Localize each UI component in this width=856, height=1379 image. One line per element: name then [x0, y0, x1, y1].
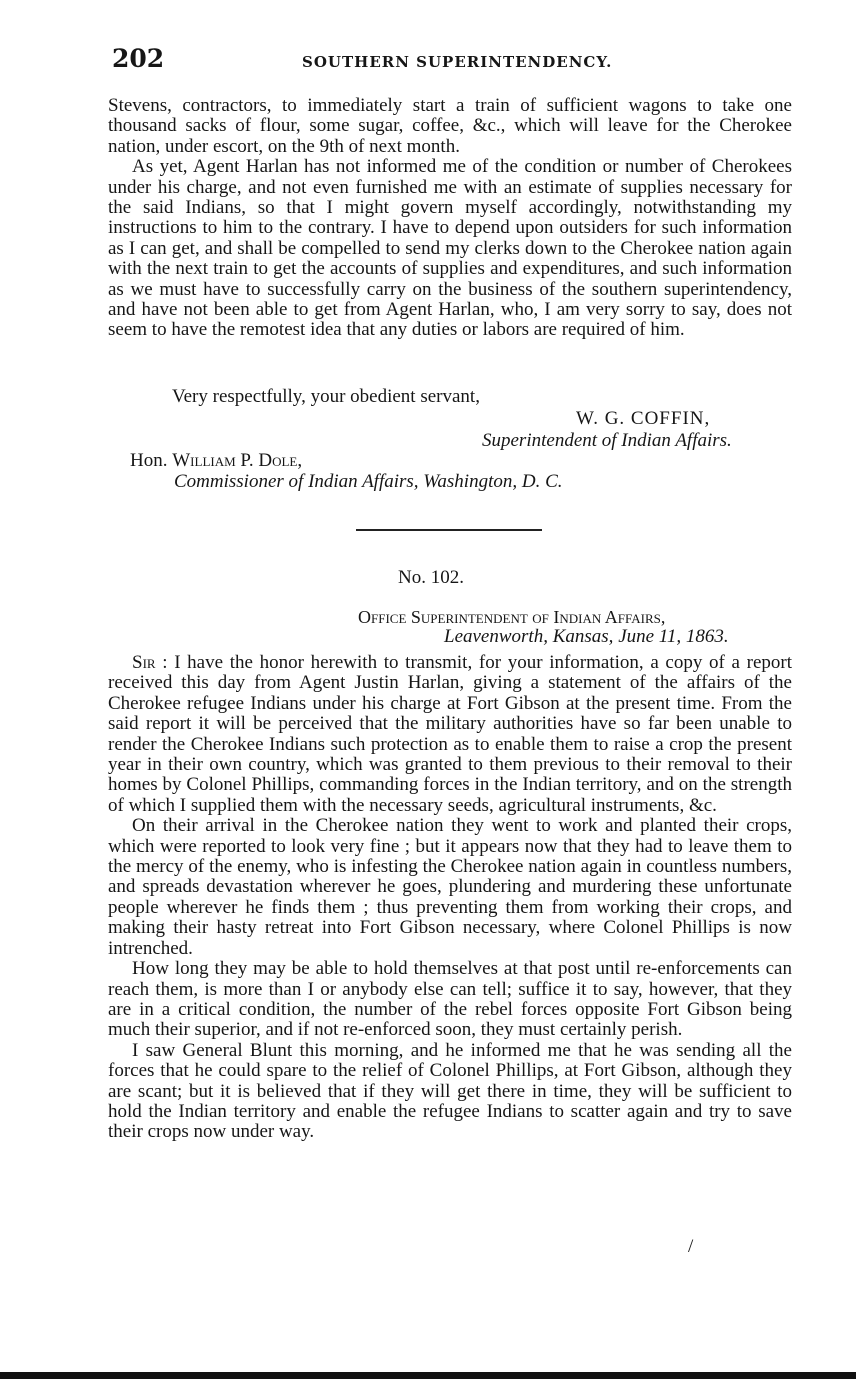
document-number: No. 102.	[398, 567, 464, 588]
running-head: SOUTHERN SUPERINTENDENCY.	[302, 53, 613, 71]
letter2-office: Office Superintendent of Indian Affairs,	[358, 607, 666, 627]
letter1-body	[108, 96, 792, 341]
letter2-paragraph-1	[108, 653, 792, 816]
section-divider	[356, 529, 542, 531]
letter2-paragraph-4: I saw General Blunt this morning, and he informed me that he was sending all the forces that he could spare to the relief of Colonel Phillips, at Fort Gibson, although they are scant; but it is believed that if they will get there in time, they will be sufficient to hold the Indian territory and enable the refugee Indians to scatter again and try to save their crops now under way.	[108, 1039, 792, 1143]
letter2-paragraph-2: On their arrival in the Cherokee nation they went to work and planted their crops, which were reported to look very fine ; but it appears now that they had to leave them to the mercy of the enemy, who is infesting the Cherokee nation again in countless numbers, and spreads devastation wherever he goes, plundering and murdering these unfortunate people wherever he finds them ; thus preventing them from working their crops, and making their hasty retreat into Fort Gibson necessary, where Colonel Phillips is now intrenched.	[108, 815, 792, 959]
letter2-place: Leavenworth, Kansas,	[444, 626, 614, 647]
letter1-paragraph-1: Stevens, contractors, to immediately start a train of sufficient wagons to take one thousand sacks of flour, some sugar, coffee, &c., which will leave for the Cherokee nation, under escort, on the 9th of next month.	[108, 95, 792, 157]
letter1-addressee	[130, 450, 302, 472]
letter2-dateline	[444, 626, 729, 648]
addressee-prefix: Hon.	[130, 450, 168, 471]
letter2-paragraph-3: How long they may be able to hold themselves at that post until re-enforcements can reach them, is more than I or anybody else can tell; suffice it to say, however, that they are in a critical condition, the number of the rebel forces opposite Fort Gibson being much their superior, and if not re-enforced soon, they must certainly perish.	[108, 958, 792, 1041]
trailing-mark: /	[688, 1236, 694, 1257]
page-number: 202	[112, 44, 165, 73]
letter2-body	[108, 653, 792, 1143]
letter2-paragraph-1-text: I have the honor herewith to transmit, for your information, a copy of a report received this day from Agent Justin Harlan, giving a statement of the affairs of the Cherokee refugee Indians under his charge at Fort Gibson at the present time. From the said report it will be perceived that the military authorities have so far been unable to render the Cherokee Indians such protection as to enable them to raise a crop the present year in their own country, which was granted to them previous to their removal to their homes by Colonel Phillips, commanding forces in the Indian territory, and on the strength of which I supplied them with the necessary seeds, agricultural instruments, &c.	[108, 652, 792, 816]
letter1-addressee-title: Commissioner of Indian Affairs, Washington, D. C.	[174, 471, 563, 492]
letter2-salutation: Sir :	[132, 652, 168, 673]
letter1-closing: Very respectfully, your obedient servant,	[172, 386, 480, 407]
addressee-name: William P. Dole,	[172, 450, 303, 471]
letter1-paragraph-2: As yet, Agent Harlan has not informed me of the condition or number of Cherokees under his charge, and not even furnished me with an estimate of supplies necessary for the said Indians, so that I might govern myself accordingly, notwithstanding my instructions to him to the contrary. I have to depend upon outsiders for such information as I can get, and shall be compelled to send my clerks down to the Cherokee nation again with the next train to get the accounts of supplies and expenditures, and such information as we must have to successfully carry on the business of the southern superintendency, and have not been able to get from Agent Harlan, who, I am very sorry to say, does not seem to have the remotest idea that any duties or labors are required of him.	[108, 156, 792, 341]
scan-bottom-edge	[0, 1372, 856, 1379]
page-header	[112, 44, 792, 76]
letter1-signature-title: Superintendent of Indian Affairs.	[482, 430, 732, 451]
letter2-date: June 11, 1863.	[618, 626, 729, 647]
letter1-signature-name: W. G. COFFIN,	[576, 408, 711, 429]
